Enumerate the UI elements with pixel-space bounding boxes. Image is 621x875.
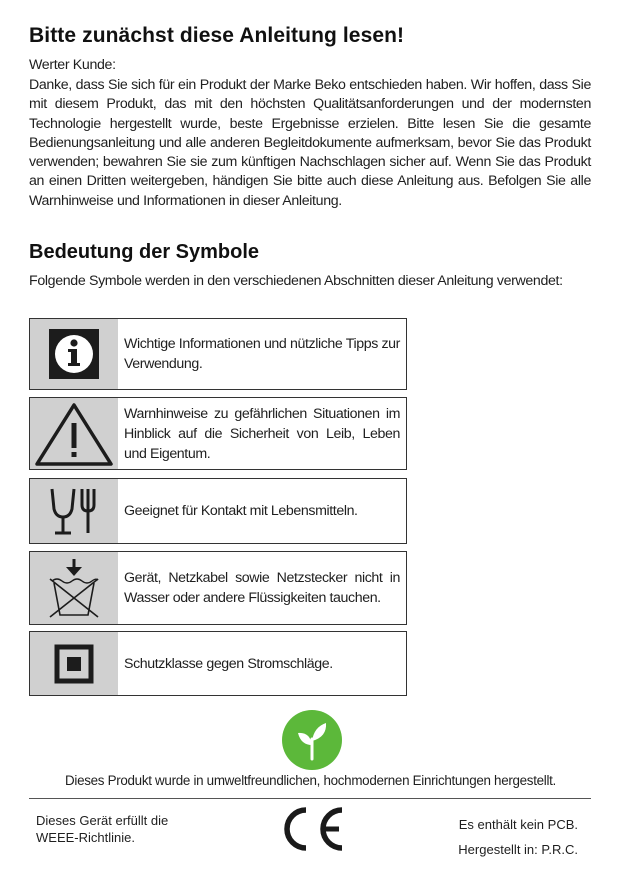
symbol-description: Schutzklasse gegen Stromschläge. [124, 655, 333, 672]
greeting: Werter Kunde: [29, 57, 116, 73]
symbol-description: Gerät, Netzkabel sowie Netzstecker nicht in Wasser oder andere Flüssigkeiten tauchen. [124, 570, 400, 606]
symbol-row-food-safe [29, 478, 407, 544]
symbols-intro: Folgende Symbole werden in den verschiedenen Abschnitten dieser Anleitung verwendet: [29, 273, 563, 289]
weee-line-1: Dieses Gerät erfüllt die [36, 813, 169, 828]
symbol-description: Wichtige Informationen und nützliche Tipps zur Verwendung. [124, 336, 400, 372]
page-title: Bitte zunächst diese Anleitung lesen! [29, 24, 405, 47]
manufacturing-statement: Dieses Produkt wurde in umweltfreundlichen, hochmodernen Einrichtungen hergestellt. [65, 773, 556, 788]
symbol-description: Geeignet für Kontakt mit Lebensmitteln. [124, 503, 358, 519]
symbol-row-info [29, 318, 407, 390]
product-info [458, 812, 578, 862]
pcb-statement: Es enthält kein PCB. [458, 817, 578, 832]
food-safe-icon [30, 479, 118, 543]
symbols-heading: Bedeutung der Symbole [29, 241, 260, 263]
symbol-row-warning [29, 397, 407, 470]
warning-triangle-icon [30, 398, 118, 469]
intro-paragraph: Danke, dass Sie sich für ein Produkt der Marke Beko entschieden haben. Wir hoffen, dass Sie mit diesem Produkt, das mit den höchsten Qualitätsanforderungen und der modernsten Technologie hergestellt wurde, beste Ergebnisse erzielen. Bitte lesen Sie die gesamte Bedienungsanleitung und alle anderen Begleitdokumente aufmerksam, bevor Sie das Produkt verwenden; bewahren Sie sie zum künftigen Nachschlagen sicher auf. Wenn Sie das Produkt an einen Dritten weitergeben, händigen Sie bitte auch diese Anleitung aus. Befolgen Sie alle Warnhinweise und Informationen in dieser Anleitung. [29, 77, 591, 209]
no-immersion-icon [30, 552, 118, 624]
symbol-row-no-immersion [29, 551, 407, 625]
symbol-description: Warnhinweise zu gefährlichen Situationen im Hinblick auf die Sicherheit von Leib, Leben und Eigentum. [124, 405, 400, 462]
protection-class-icon [30, 632, 118, 695]
footer-divider [29, 798, 591, 799]
ce-mark-icon [275, 802, 347, 856]
info-icon [30, 319, 118, 389]
weee-compliance [36, 812, 216, 846]
origin-statement: Hergestellt in: P.R.C. [458, 842, 578, 857]
leaf-icon [281, 709, 343, 771]
weee-line-2: WEEE-Richtlinie. [36, 830, 135, 845]
symbol-row-protection-class [29, 631, 407, 696]
